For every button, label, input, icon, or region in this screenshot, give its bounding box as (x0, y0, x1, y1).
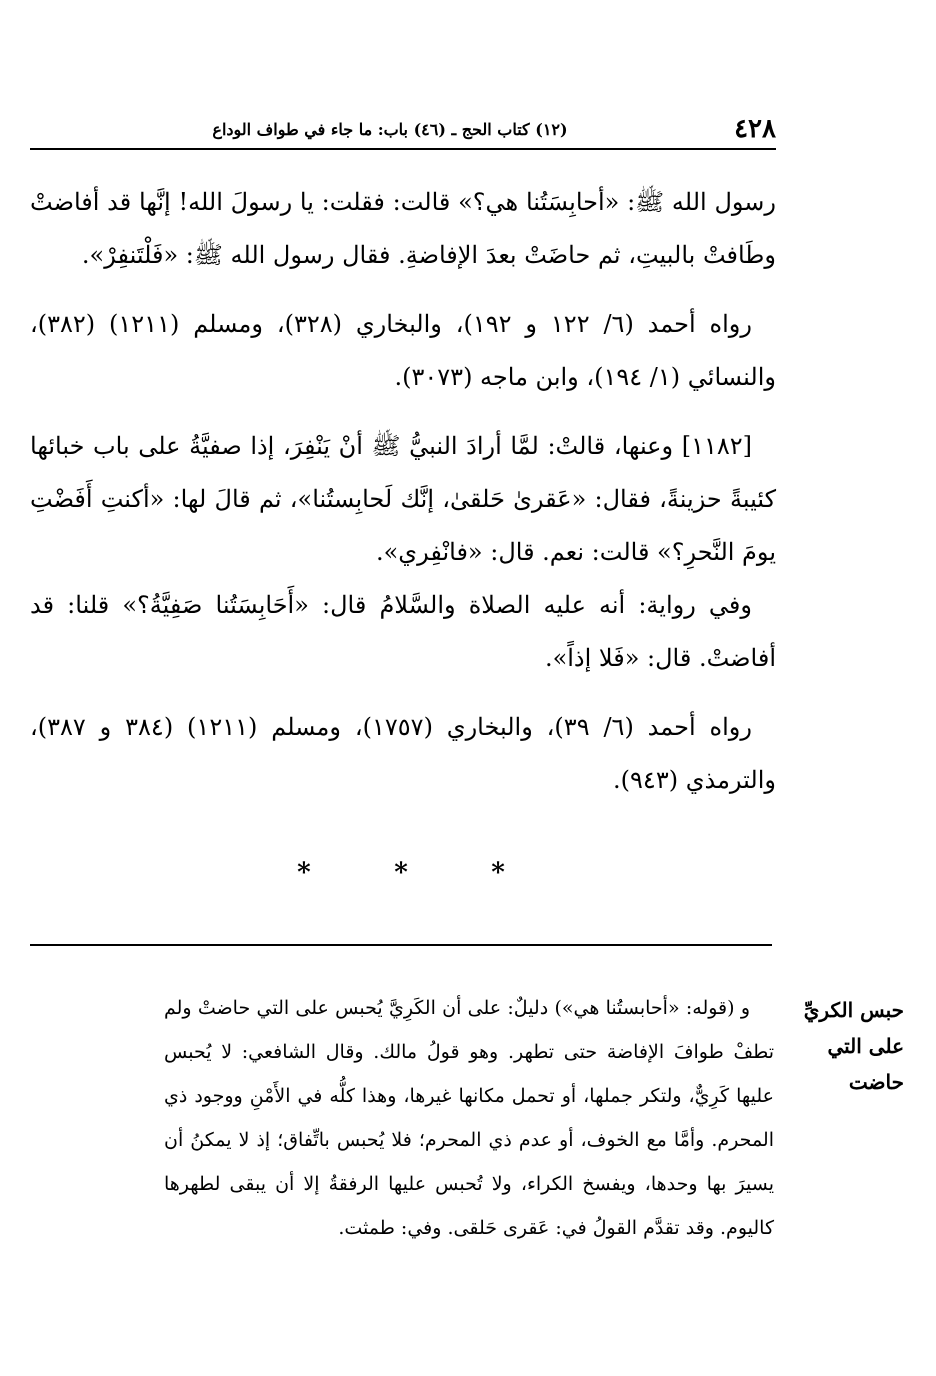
hadith-1182: [١١٨٢] وعنها، قالتْ: لمَّا أرادَ النبيُّ ﷺ أنْ يَنْفِرَ، إذا صفيَّةُ على باب خبائها كئيبةً حزينةً، فقال: «عَقرىٰ حَلقىٰ، إنَّك لَحابِستُنا»، ثم قالَ لها: «أكنتِ أَفَضْتِ يومَ النَّحرِ؟» قالت: نعم. قال: «فانْفِري». (30, 432, 776, 566)
section-separator (30, 858, 776, 888)
commentary-text: و (قوله: «أحابستُنا هي») دليلٌ: على أن الكَرِيَّ يُحبس على التي حاضتْ ولم تطفْ طوافَ الإفاضة حتى تطهر. وهو قولُ مالك. وقال الشافعي: لا يُحبس عليها كَرِيٌّ، ولتكر جملها، أو تحمل مكانها غيرها، وهذا كلُّه في الأَمْنِ ووجود ذي المحرم. وأمَّا مع الخوف، أو عدم ذي المحرم؛ فلا يُحبس باتِّفاق؛ إذ لا يمكنُ أن يسيرَ بها وحدها، ويفسخ الكراء، ولا تُحبس عليها الرفقةُ إلا أن يبقى لطهرها كاليوم. وقد تقدَّم القولُ في: عَقرى حَلقى. وفي: طمثت. (164, 997, 774, 1239)
hadith-continuation: رسول الله ﷺ: «أحابِسَتُنا هي؟» قالت: فقلت: يا رسولَ الله! إنَّها قد أفاضتْ وطَافتْ بالبيتِ، ثم حاضَتْ بعدَ الإفاضةِ. فقال رسول الله ﷺ: «فَلْتَنفِرْ». (30, 188, 776, 269)
separator-star: * (394, 858, 412, 888)
footnote-divider (30, 944, 772, 946)
page-header (30, 108, 776, 150)
margin-note-line: حاضت (848, 1070, 904, 1094)
hadith-1182-sources: رواه أحمد (٦/ ٣٩)، والبخاري (١٧٥٧)، ومسلم (١٢١١) (٣٨٤ و ٣٨٧)، والترمذي (٩٤٣). (30, 713, 776, 794)
running-title: (١٢) كتاب الحج ـ (٤٦) باب: ما جاء في طواف الوداع (212, 120, 568, 139)
page-number: ٤٢٨ (734, 114, 776, 144)
hadith-narration: وفي رواية: أنه عليه الصلاة والسَّلامُ قال: «أَحَابِسَتُنا صَفِيَّةُ؟» قلنا: قد أفاضتْ. قال: «فَلا إذاً». (30, 591, 776, 672)
separator-star: * (297, 858, 315, 888)
margin-note-line: حبس الكريِّ (803, 998, 904, 1022)
main-text (30, 176, 776, 807)
margin-note-line: على التي (827, 1034, 904, 1058)
separator-star: * (491, 858, 509, 888)
margin-note (794, 992, 904, 1100)
hadith-sources: رواه أحمد (٦/ ١٢٢ و ١٩٢)، والبخاري (٣٢٨)، ومسلم (١٢١١) (٣٨٢)، والنسائي (١/ ١٩٤)، وابن ماجه (٣٠٧٣). (30, 310, 776, 391)
commentary-section (22, 986, 774, 1250)
